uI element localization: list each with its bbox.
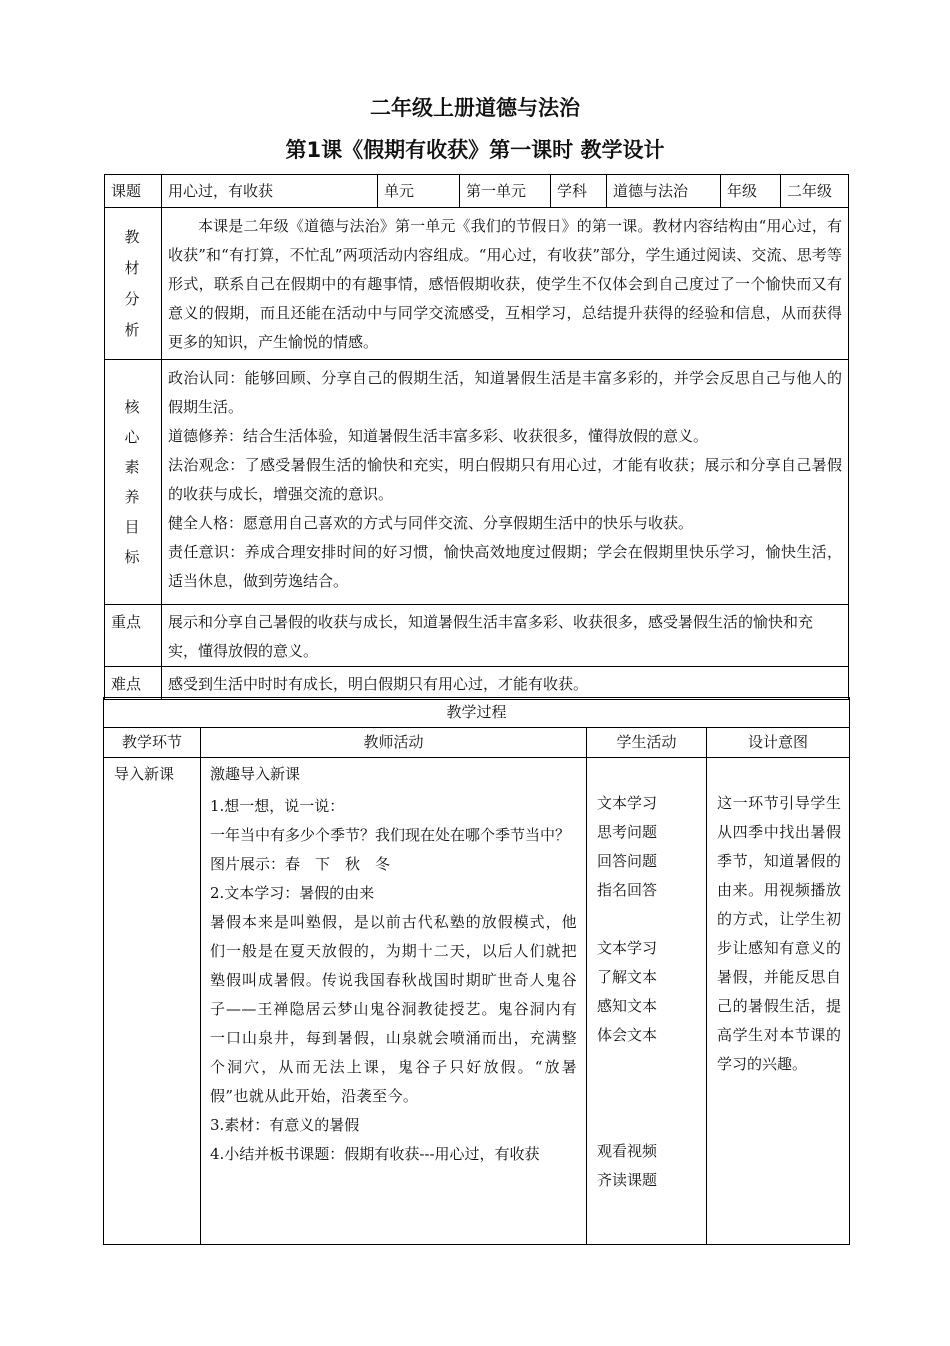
- design-intent-cell: [707, 758, 850, 1245]
- grade-value: 二年级: [781, 175, 849, 208]
- goal-item: 健全人格：愿意用自己喜欢的方式与同伴交流、分享假期生活中的快乐与收获。: [168, 514, 694, 532]
- topic-label: 课题: [105, 175, 162, 208]
- teacher-line: 一年当中有多少个季节？我们现在处在哪个季节当中？: [210, 826, 571, 844]
- student-line: 回答问题: [597, 852, 658, 870]
- analysis-text: [162, 208, 849, 360]
- subject-value: 道德与法治: [607, 175, 721, 208]
- analysis-label: 教材分析: [105, 208, 162, 360]
- teacher-line: 2.文本学习：暑假的由来: [210, 884, 375, 902]
- goal-item: 法治观念：了感受暑假生活的愉快和充实，明白假期只有用心过，才能有收获；展示和分享自己暑假的收获与成长，增强交流的意识。: [168, 456, 842, 503]
- teacher-activity-cell: [201, 758, 587, 1245]
- teacher-line: 1.想一想，说一说：: [210, 797, 345, 815]
- column-header: 教师活动: [201, 728, 587, 758]
- teaching-process-table: [103, 697, 850, 1245]
- goals-label: 核心素养目标: [105, 360, 162, 605]
- lesson-info-table: [104, 174, 849, 700]
- difficulty-label: 难点: [105, 667, 162, 700]
- key-point-label: 重点: [105, 605, 162, 667]
- student-line: 观看视频: [597, 1142, 658, 1160]
- student-line: 指名回答: [597, 881, 658, 899]
- unit-label: 单元: [378, 175, 460, 208]
- goal-item: 责任意识：养成合理安排时间的好习惯，愉快高效地度过假期；学会在假期里快乐学习，愉快生活，适当休息，做到劳逸结合。: [168, 543, 842, 590]
- student-line: 思考问题: [597, 823, 658, 841]
- stage-cell: 导入新课: [104, 758, 201, 1245]
- goal-item: 道德修养：结合生活体验，知道暑假生活丰富多彩、收获很多，懂得放假的意义。: [168, 427, 709, 445]
- grade-label: 年级: [721, 175, 781, 208]
- key-point-text: 展示和分享自己暑假的收获与成长，知道暑假生活丰富多彩、收获很多，感受暑假生活的愉快和充实，懂得放假的意义。: [162, 605, 849, 667]
- teacher-line: 4.小结并板书课题：假期有收获---用心过，有收获: [210, 1145, 540, 1163]
- column-header: 教学环节: [104, 728, 201, 758]
- teacher-line: 激趣导入新课: [210, 765, 301, 783]
- topic-value: 用心过，有收获: [162, 175, 378, 208]
- difficulty-text: 感受到生活中时时有成长，明白假期只有用心过，才能有收获。: [162, 667, 849, 700]
- student-line: 了解文本: [597, 968, 658, 986]
- teacher-line: 暑假本来是叫塾假，是以前古代私塾的放假模式，他们一般是在夏天放假的，为期十二天，以后人们就把塾假叫成暑假。传说我国春秋战国时期旷世奇人鬼谷子——王禅隐居云梦山鬼谷洞教徒授艺。鬼谷洞内有一口山泉井，每到暑假，山泉就会喷涌而出，充满整个洞穴，从而无法上课，鬼谷子只好放假。“放暑假”也就从此开始，沿袭至今。: [210, 913, 577, 1105]
- design-intent-text: 这一环节引导学生从四季中找出暑假季节，知道暑假的由来。用视频播放的方式，让学生初步让感知有意义的暑假，并能反思自己的暑假生活，提高学生对本节课的学习的兴趣。: [717, 794, 842, 1073]
- column-header: 学生活动: [587, 728, 707, 758]
- document-title: 二年级上册道德与法治: [370, 96, 580, 120]
- student-line: 齐读课题: [597, 1171, 658, 1189]
- teacher-line: 3.素材：有意义的暑假: [210, 1116, 360, 1134]
- student-line: 文本学习: [597, 794, 658, 812]
- process-header: 教学过程: [104, 698, 850, 728]
- column-header: 设计意图: [707, 728, 850, 758]
- analysis-paragraph: 本课是二年级《道德与法治》第一单元《我们的节假日》的第一课。教材内容结构由“用心过，有收获”和“有打算，不忙乱”两项活动内容组成。“用心过，有收获”部分，学生通过阅读、交流、思考等形式，联系自己在假期中的有趣事情，感悟假期收获，使学生不仅体会到自己度过了一个愉快而又有意义的假期，而且还能在活动中与同学交流感受，互相学习，总结提升获得的经验和信息，从而获得更多的知识，产生愉悦的情感。: [168, 217, 842, 351]
- teacher-line: 图片展示：春 下 秋 冬: [210, 855, 391, 873]
- student-line: 文本学习: [597, 939, 658, 957]
- student-line: 体会文本: [597, 1026, 658, 1044]
- goal-item: 政治认同：能够回顾、分享自己的假期生活，知道暑假生活是丰富多彩的，并学会反思自己与他人的假期生活。: [168, 369, 842, 416]
- goals-cell: [162, 360, 849, 605]
- unit-value: 第一单元: [460, 175, 551, 208]
- student-line: 感知文本: [597, 997, 658, 1015]
- student-activity-cell: [587, 758, 707, 1245]
- subject-label: 学科: [551, 175, 607, 208]
- document-subtitle: 第1课《假期有收获》第一课时 教学设计: [285, 138, 665, 162]
